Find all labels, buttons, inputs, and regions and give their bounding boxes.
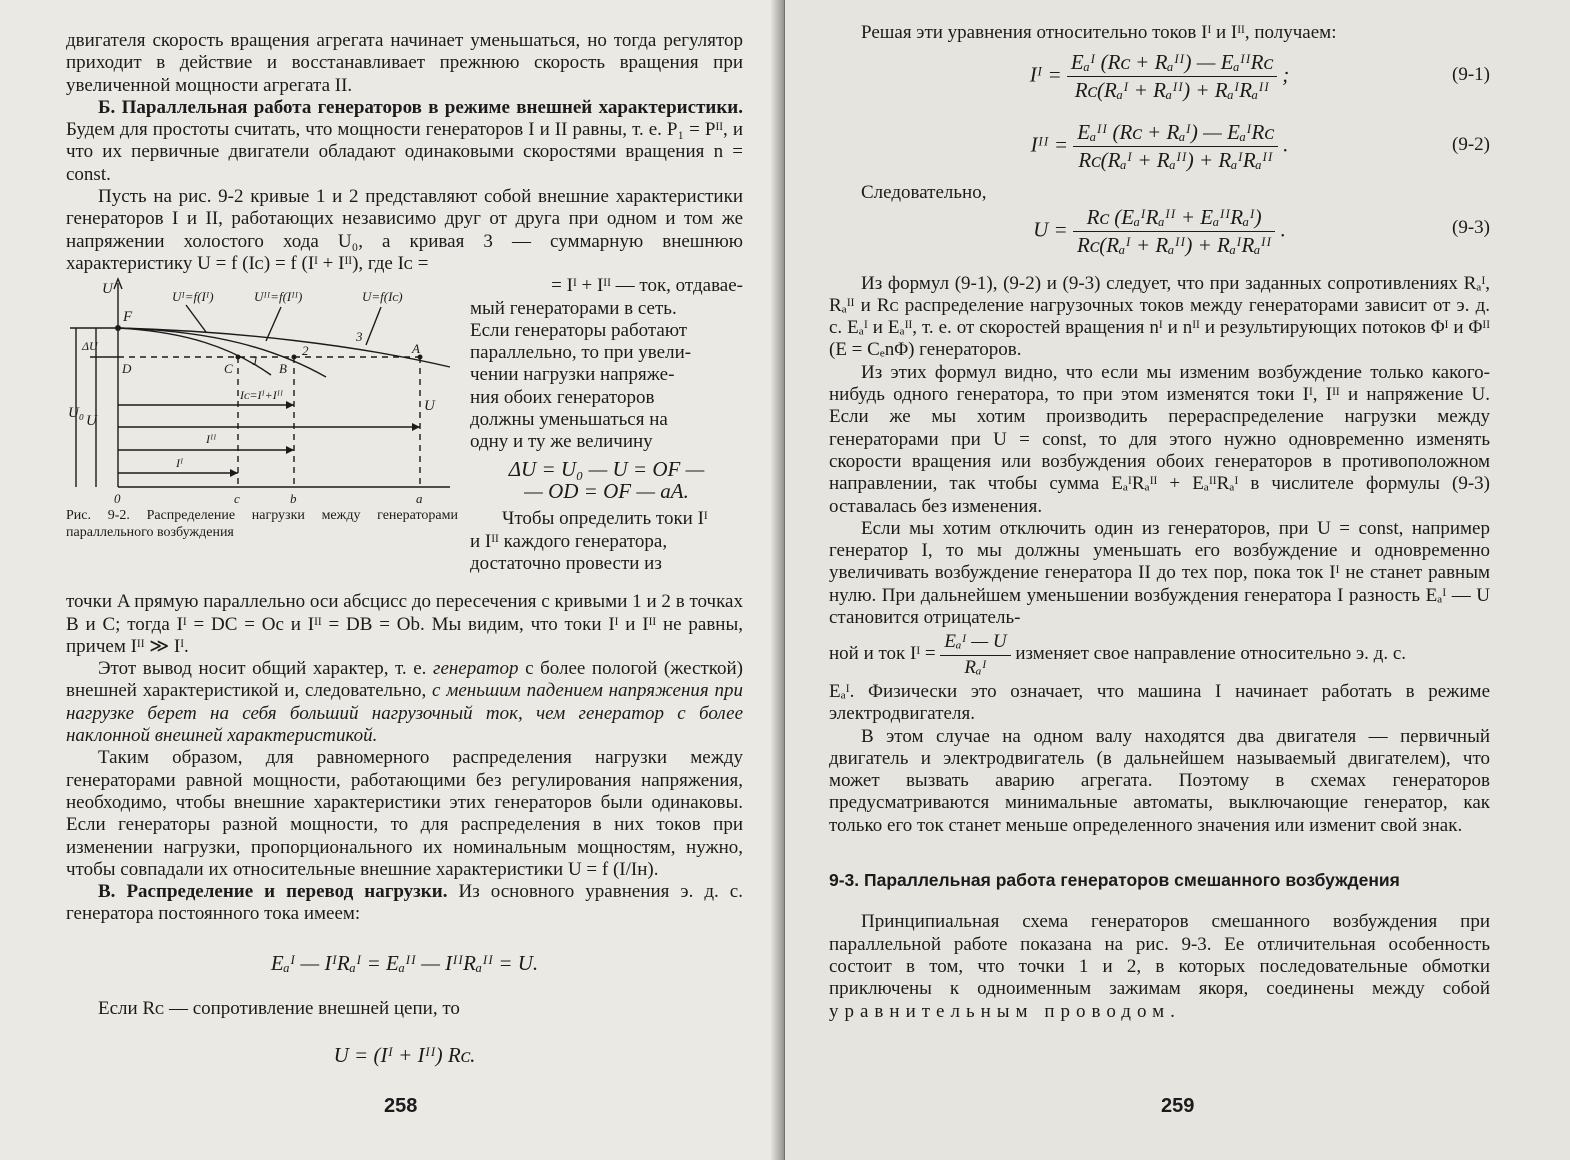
float-line-7: должны уменьшаться на [470,409,668,431]
excitation-paragraph: Из этих формул видно, что если мы изменим возбуждение только какого-нибудь одного генератора, то при этом изменятся токи Iᴵ, Iᴵᴵ и напряжение U. Если же мы хотим производить перераспределение нагрузки между генераторами при U = const, то для этого нужно одновременно изменять скорости вращения или возбуждения обоих генераторов в противоположном направлении, так чтобы сумма EₐᴵRₐᴵᴵ + EₐᴵᴵRₐᴵ в числителе формулы (9-3) оставалась без изменения. [829,361,1490,517]
float-line-1: = Iᴵ + Iᴵᴵ — ток, отдавае- [551,275,743,297]
main-emf-equation: Eₐᴵ — IᴵRₐᴵ = Eₐᴵᴵ — IᴵᴵRₐᴵᴵ = U. [270,950,539,975]
case-paragraph: В этом случае на одном валу находятся два двигателя — первичный двигатель и электродвигатель (в дальнейшем называемый двигателем), что может вызвать аварию агрегата. Поэтому в схемах генераторов предусматриваются минимальные автоматы, выключающие генератор, как только его ток станет меньше определенного значения или изменит свой знак. [829,725,1490,836]
fig-axis-y-label: U [102,281,113,298]
scheme-text-b: уравнительным проводом. [829,1000,1181,1022]
eq3-number: (9-3) [1452,216,1490,238]
eq2-fraction [1073,120,1278,173]
fig-curve1-label: Uᴵ=f(Iᴵ) [172,289,214,305]
fig-u-left-label: U [86,413,97,430]
page-number-left: 258 [384,1095,418,1117]
eq2-lhs: Iᴵᴵ = [1030,132,1069,157]
disconnect-text-b: ной и ток Iᴵ = [829,643,936,665]
fig-curve1-number: 1 [252,353,259,369]
float-after-line-1: Чтобы определить токи Iᴵ [502,508,708,530]
current-fraction-numerator: Eₐᴵ — U [940,631,1010,655]
solve-paragraph: Решая эти уравнения относительно токов Iᴵ и Iᴵᴵ, получаем: [861,22,1337,43]
disconnect-text-c: изменяет свое направление относительно э. д. с. [1015,643,1407,665]
section-b-paragraph [66,97,743,186]
conclusion-paragraph [66,658,743,747]
float-line-3: Если генераторы работают [470,319,688,341]
equation-9-1 [829,50,1490,108]
eq1-numerator: Eₐᴵ (Rᴄ + Rₐᴵᴵ) — EₐᴵᴵRᴄ [1067,50,1277,77]
fig-tick-o: 0 [114,491,121,507]
eq1-number: (9-1) [1452,64,1490,86]
eq2-number: (9-2) [1452,134,1490,156]
points-paragraph: точки A прямую параллельно оси абсцисс до пересечения с кривыми 1 и 2 в точках B и C; тогда Iᴵ = DC = Oc и Iᴵᴵ = DB = Ob. Мы видим, что токи Iᴵ и Iᴵᴵ не равны, причем Iᴵᴵ ≫ Iᴵ. [66,591,743,657]
eq1-denominator: Rᴄ(Rₐᴵ + Rₐᴵᴵ) + RₐᴵRₐᴵᴵ [1074,78,1270,103]
fig-ic-label: Iᴄ=Iᴵ+Iᴵᴵ [240,388,284,403]
conclusion-text-a: Этот вывод носит общий характер, т. е. [98,658,427,680]
current-fraction-denominator: Rₐᴵ [964,656,987,678]
eq2-denominator: Rᴄ(Rₐᴵ + Rₐᴵᴵ) + RₐᴵRₐᴵᴵ [1078,148,1273,173]
eq1-lhs: Iᴵ = [1029,62,1062,87]
float-line-2: мый генераторами в сеть. [470,297,677,319]
sledovatelno-text: Следовательно, [861,182,987,204]
float-after-line-3: достаточно провести из [470,552,662,574]
conclusion-text-d: с меньшим падением напряжения при нагрузке берет на себя больший нагрузочный ток, чем генератор с более наклонной внешней характеристикой. [66,680,743,747]
scheme-paragraph [829,911,1490,1022]
eq2-numerator: Eₐᴵᴵ (Rᴄ + Rₐᴵ) — EₐᴵRᴄ [1073,120,1278,147]
fig-iii-label: Iᴵᴵ [206,432,217,447]
eq3-denominator: Rᴄ(Rₐᴵ + Rₐᴵᴵ) + RₐᴵRₐᴵᴵ [1076,232,1272,257]
fig-u0-label: U₀ [68,405,85,422]
figure-block [66,275,743,574]
delta-u-formula-line-1: ΔU = U₀ — U = OF — [508,456,705,481]
figure-side-text [470,275,743,575]
eq3-fraction [1073,205,1275,258]
disconnect-text-d: Eₐᴵ. Физически это означает, что машина I начинает работать в режиме электродвигателя. [829,680,1490,725]
section-spacer [829,837,1490,869]
section-b-text: Будем для простоты считать, что мощности генераторов I и II равны, т. е. P₁ = Pᴵᴵ, и что их первичные двигатели обладают одинаковыми скоростями вращения n = const. [66,119,743,185]
fig-du-label: ΔU [82,339,98,354]
conclusion-text-c: с более пологой (жесткой) внешней характеристикой и, следовательно, [66,658,744,702]
section-v-heading: В. Распределение и перевод нагрузки. [98,881,448,903]
disconnect-paragraph [829,518,1490,629]
eq1-fraction [1067,50,1277,103]
figure-reference-paragraph: Пусть на рис. 9-2 кривые 1 и 2 представляют собой внешние характеристики генераторов I и II, работающих независимо друг от друга при одном и том же напряжении холостого хода U₀, а кривая 3 — суммарную внешнюю характеристику U = f (Iᴄ) = f (Iᴵ + Iᴵᴵ), где Iᴄ = [66,186,743,274]
fig-point-a: A [412,341,420,357]
section-v-paragraph [66,881,743,926]
fig-point-f: F [123,309,133,326]
float-line-5: чении нагрузки напряже- [470,364,675,386]
section-v-text: Из основного уравнения э. д. с. генератора постоянного тока имеем: [66,881,743,925]
section-title-spacer [829,891,1490,911]
fig-tick-a: a [416,491,423,507]
fig-curve2-label: Uᴵᴵ=f(Iᴵᴵ) [254,289,303,305]
eq3-tail: . [1280,216,1286,241]
fig-curve2-number: 2 [302,343,309,359]
float-line-4: параллельно, то при увели- [470,342,692,364]
figure-caption: Рис. 9-2. Распределение нагрузки между генераторами параллельного возбуждения [66,508,458,541]
curve-2 [118,328,326,377]
fig-tick-c: c [234,491,240,507]
fig-ii-label: Iᴵ [176,456,184,471]
fig-tick-b: b [290,491,297,507]
disconnect-formula-line [829,631,1490,679]
fig-curve3-label: U=f(Iᴄ) [362,289,403,305]
fig-u-right-label: U [424,398,435,415]
eq3-lhs: U = [1033,216,1068,241]
section-b-heading: Б. Параллельная работа генераторов в режиме внешней характеристики. [98,96,743,118]
eq1-tail: ; [1282,62,1290,87]
fig-point-c: C [224,361,233,377]
left-intro-paragraph: двигателя скорость вращения агрегата начинает уменьшаться, но тогда регулятор приходит в действие и восстанавливает прежнюю скорость вращения при увеличенной мощности агрегата II. [66,30,743,96]
eq2-tail: . [1283,132,1289,157]
disconnect-text-a: Если мы хотим отключить один из генераторов, при U = const, например генератор I, то мы должны уменьшать его возбуждение и одновременно увеличивать возбуждение генератора II до тех пор, пока ток Iᴵ не станет равным нулю. При дальнейшем уменьшении возбуждения генератора I разность Eₐᴵ — U становится отрицатель- [829,517,1490,629]
uniform-load-paragraph: Таким образом, для равномерного распределения нагрузки между генераторами равной мощности, работающими без регулирования напряжения, необходимо, чтобы внешние характеристики этих генераторов были одинаковы. Если генераторы разной мощности, то для распределения в них токов при изменении нагрузки, пропорционального их номинальным мощностям, нужно, чтобы совпадали их относительные внешние характеристики U = f (I/Iн). [66,747,743,880]
equation-9-3 [829,205,1490,261]
scheme-text-a: Принципиальная схема генераторов смешанного возбуждения при параллельной работе показана на рис. 9-3. Ее отличительная особенность состоит в том, что точки 1 и 2, в которых последовательные обмотки приключены к одноименным зажимам якоря, соединены между собой [829,911,1490,1000]
float-after-line-2: и Iᴵᴵ каждого генератора, [470,530,668,552]
page-number-right: 259 [1161,1095,1195,1117]
right-page [785,0,1570,1160]
formulas-paragraph: Из формул (9-1), (9-2) и (9-3) следует, что при заданных сопротивлениях Rₐᴵ, Rₐᴵᴵ и Rᴄ распределение нагрузочных токов между генераторами зависит от э. д. с. Eₐᴵ и Eₐᴵᴵ, т. е. от скоростей вращения nᴵ и nᴵᴵ и результирующих потоков Φᴵ и Φᴵᴵ (E = CₑnΦ) генераторов. [829,272,1490,361]
u-equation: U = (Iᴵ + Iᴵᴵ) Rᴄ. [333,1043,476,1068]
rc-paragraph: Если Rᴄ — сопротивление внешней цепи, то [98,998,460,1020]
delta-u-formula-line-2: — OD = OF — aA. [524,478,689,503]
current-fraction [940,631,1010,679]
conclusion-text-b: генератор [433,658,519,680]
float-line-8: одну и ту же величину [470,431,653,453]
fig-point-b: B [279,361,287,377]
fig-point-d: D [122,361,132,377]
equation-9-2 [829,120,1490,178]
section-9-3-title: 9-3. Параллельная работа генераторов смешанного возбуждения [829,870,1400,891]
eq3-numerator: Rᴄ (EₐᴵRₐᴵᴵ + EₐᴵᴵRₐᴵ) [1073,205,1275,232]
figure-9-2 [66,275,458,507]
fig-curve3-number: 3 [356,329,363,345]
float-line-6: ния обоих генераторов [470,386,655,408]
